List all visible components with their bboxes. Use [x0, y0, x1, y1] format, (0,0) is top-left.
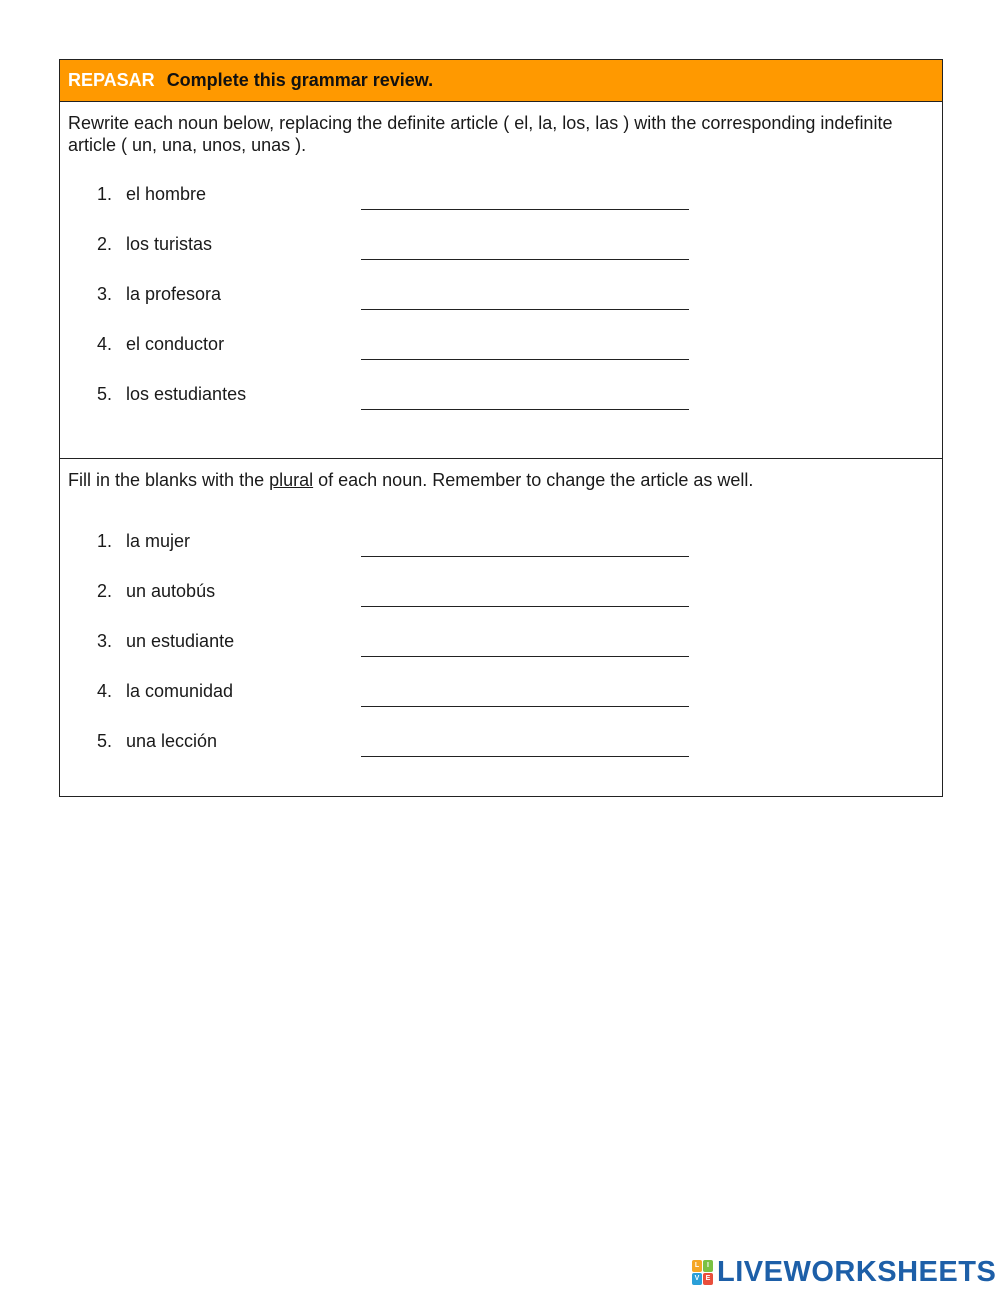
- list-item: [68, 184, 934, 234]
- item-word: la comunidad: [126, 681, 234, 701]
- item-word: los estudiantes: [126, 384, 247, 404]
- answer-input[interactable]: [361, 196, 689, 210]
- item-number: 4.: [97, 681, 113, 701]
- item-word: la profesora: [126, 284, 222, 304]
- list-item: [68, 384, 934, 434]
- instruction-text: of each noun. Remember to change the article as well.: [313, 470, 754, 490]
- liveworksheets-logo-icon: L I V E: [692, 1260, 713, 1285]
- section-indefinite-articles: [60, 102, 942, 459]
- list-item: [68, 334, 934, 384]
- answer-input[interactable]: [361, 643, 689, 657]
- item-number: 4.: [97, 334, 113, 354]
- list-item: [68, 581, 934, 631]
- list-item: [68, 631, 934, 681]
- item-number: 1.: [97, 184, 113, 204]
- header-title: Complete this grammar review.: [166, 70, 434, 90]
- item-word: una lección: [126, 731, 218, 751]
- item-number: 3.: [97, 631, 113, 651]
- item-word: el hombre: [126, 184, 207, 204]
- answer-input[interactable]: [361, 543, 689, 557]
- answer-input[interactable]: [361, 593, 689, 607]
- item-number: 5.: [97, 384, 113, 404]
- list-item: [68, 284, 934, 334]
- grammar-review-table: [59, 59, 943, 797]
- item-number: 3.: [97, 284, 113, 304]
- instruction-underlined: plural: [269, 470, 314, 490]
- item-number: 5.: [97, 731, 113, 751]
- answer-input[interactable]: [361, 346, 689, 360]
- item-number: 2.: [97, 234, 113, 254]
- section2-list: [68, 531, 934, 781]
- item-number: 1.: [97, 531, 113, 551]
- section-plurals: [60, 459, 942, 796]
- review-header: [60, 60, 942, 102]
- list-item: [68, 731, 934, 781]
- brand-name: LIVEWORKSHEETS: [717, 1256, 997, 1288]
- item-word: un autobús: [126, 581, 216, 601]
- answer-input[interactable]: [361, 246, 689, 260]
- liveworksheets-brand[interactable]: [692, 1256, 996, 1289]
- item-word: los turistas: [126, 234, 213, 254]
- section1-list: [68, 184, 934, 434]
- section2-instruction: [68, 469, 934, 491]
- item-word: la mujer: [126, 531, 191, 551]
- item-word: un estudiante: [126, 631, 235, 651]
- header-tag: REPASAR: [68, 70, 155, 90]
- list-item: [68, 531, 934, 581]
- answer-input[interactable]: [361, 296, 689, 310]
- answer-input[interactable]: [361, 693, 689, 707]
- section1-instruction: Rewrite each noun below, replacing the definite article ( el, la, los, las ) with the corresponding indefinite article ( un, una, unos, unas ).: [68, 113, 893, 155]
- item-number: 2.: [97, 581, 113, 601]
- list-item: [68, 234, 934, 284]
- answer-input[interactable]: [361, 396, 689, 410]
- instruction-text: Fill in the blanks with the: [68, 470, 270, 490]
- answer-input[interactable]: [361, 743, 689, 757]
- list-item: [68, 681, 934, 731]
- item-word: el conductor: [126, 334, 225, 354]
